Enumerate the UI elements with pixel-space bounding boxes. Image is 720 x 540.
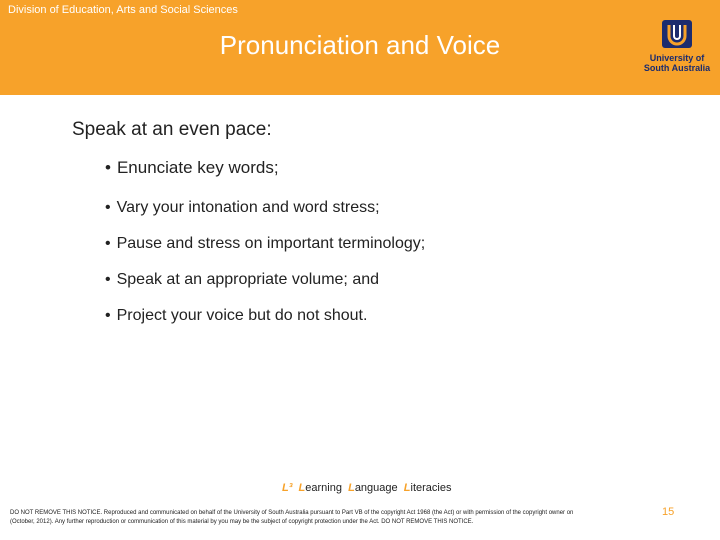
bullet-dot-icon: •	[105, 235, 111, 252]
slide-title: Pronunciation and Voice	[219, 30, 501, 60]
logo-text	[640, 53, 714, 73]
bullet-item	[105, 307, 367, 325]
brand-word: anguage	[354, 482, 398, 494]
content-heading: Speak at an even pace:	[72, 119, 272, 140]
page-number: 15	[662, 506, 675, 518]
bullet-item	[105, 235, 425, 253]
copyright-notice	[10, 509, 712, 527]
brand-l3: L³	[282, 482, 293, 494]
brand-initial: L	[348, 482, 355, 494]
unisa-logo-icon	[660, 18, 694, 50]
bullet-dot-icon: •	[105, 158, 111, 177]
brand-word: earning	[305, 482, 342, 494]
bullet-text: Pause and stress on important terminology;	[116, 235, 426, 252]
brand-initial: L	[403, 482, 411, 494]
header-bar	[0, 0, 720, 95]
bullet-item	[105, 271, 379, 289]
bullet-text: Speak at an appropriate volume; and	[116, 271, 380, 288]
bullet-text: Project your voice but do not shout.	[116, 307, 368, 324]
university-logo	[640, 18, 714, 78]
bullet-dot-icon: •	[105, 307, 111, 324]
brand-word: iteracies	[410, 482, 452, 494]
bullet-dot-icon: •	[105, 271, 111, 288]
bullet-dot-icon: •	[105, 199, 111, 216]
bullet-text: Enunciate key words;	[116, 158, 279, 177]
brand-initial: L	[298, 482, 306, 494]
bullet-item	[105, 199, 380, 217]
footer-brand	[282, 482, 451, 494]
logo-line-2: South Australia	[643, 63, 711, 73]
notice-line-1: DO NOT REMOVE THIS NOTICE. Reproduced and communicated on behalf of the University of South Australia pursuant to Part VB of the copyright Act 1968 (the Act) or with permission of the copyright owner on	[10, 510, 574, 516]
bullet-text: Vary your intonation and word stress;	[116, 199, 380, 216]
division-label: Division of Education, Arts and Social Sciences	[8, 4, 238, 16]
bullet-item	[105, 158, 279, 178]
logo-line-1: University of	[649, 53, 705, 63]
notice-line-2: (October, 2012). Any further reproduction or communication of this material by you may be the subject of copyright protection under the Act. DO NOT REMOVE THIS NOTICE.	[10, 519, 474, 525]
